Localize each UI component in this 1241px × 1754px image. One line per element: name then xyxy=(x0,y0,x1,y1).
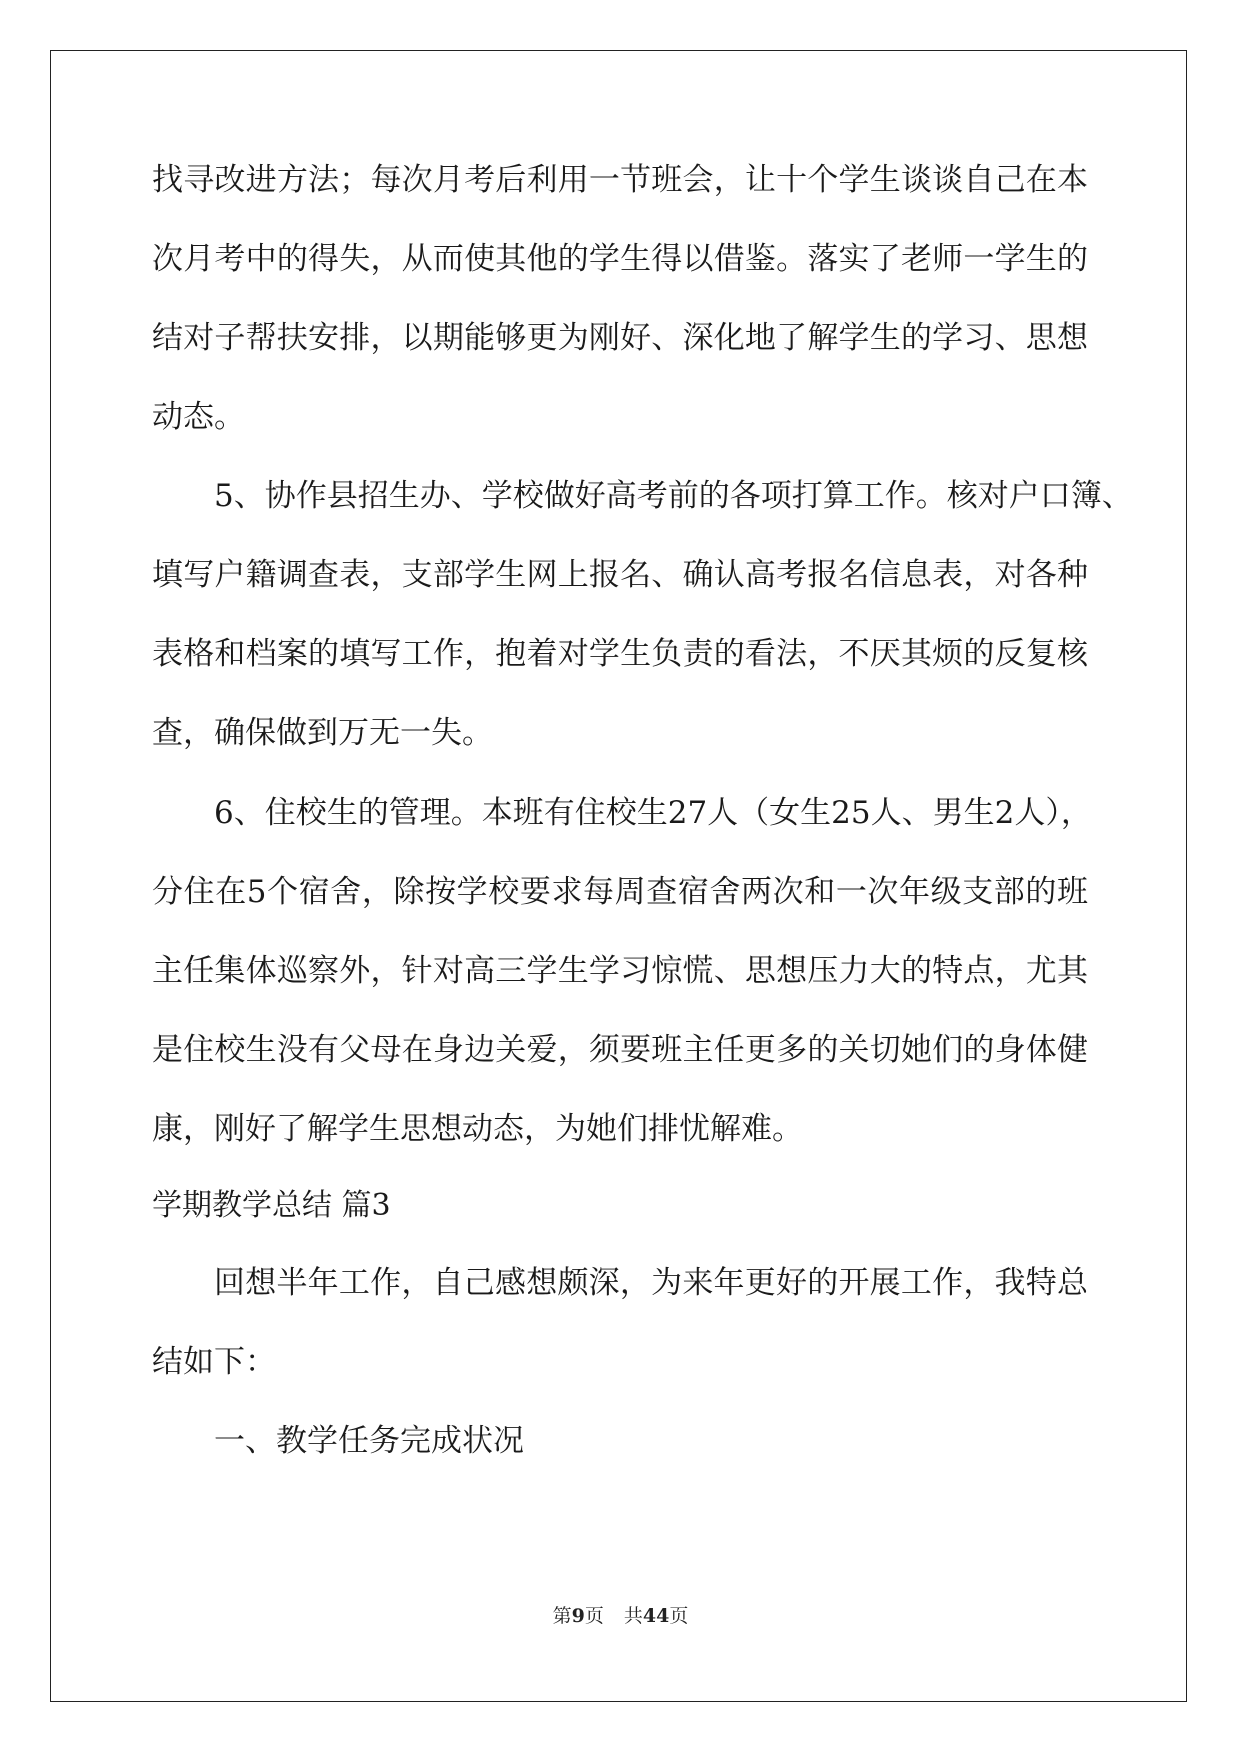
paragraph-line: 回想半年工作，自己感想颇深，为来年更好的开展工作，我特总 xyxy=(214,1265,1088,1301)
paragraph-line: 康，刚好了解学生思想动态，为她们排忧解难。 xyxy=(152,1111,803,1147)
paragraph-line: 分住在5个宿舍，除按学校要求每周查宿舍两次和一次年级支部的班 xyxy=(152,874,1088,910)
page-footer xyxy=(0,1604,1241,1628)
footer-prefix: 第 xyxy=(552,1605,572,1627)
footer-total-prefix: 共 xyxy=(623,1605,643,1627)
paragraph-line: 6、住校生的管理。本班有住校生27人（女生25人、男生2人）， xyxy=(214,795,1092,831)
paragraph-line: 次月考中的得失，从而使其他的学生得以借鉴。落实了老师一学生的 xyxy=(152,241,1088,277)
total-page-count: 44 xyxy=(642,1605,670,1627)
subsection-heading: 一、教学任务完成状况 xyxy=(214,1423,524,1459)
paragraph-line: 查，确保做到万无一失。 xyxy=(152,715,493,751)
paragraph-line: 结如下： xyxy=(152,1344,276,1380)
paragraph-line: 是住校生没有父母在身边关爱，须要班主任更多的关切她们的身体健 xyxy=(152,1032,1088,1068)
paragraph-line: 动态。 xyxy=(152,399,245,435)
paragraph-line: 表格和档案的填写工作，抱着对学生负责的看法，不厌其烦的反复核 xyxy=(152,636,1088,672)
paragraph-line: 主任集体巡察外，针对高三学生学习惊慌、思想压力大的特点，尤其 xyxy=(152,953,1088,989)
paragraph-line: 找寻改进方法；每次月考后利用一节班会，让十个学生谈谈自己在本 xyxy=(152,162,1088,198)
paragraph-line: 填写户籍调查表，支部学生网上报名、确认高考报名信息表，对各种 xyxy=(152,557,1088,593)
footer-page-unit: 页 xyxy=(584,1605,604,1627)
current-page-number: 9 xyxy=(571,1605,585,1627)
paragraph-line: 5、协作县招生办、学校做好高考前的各项打算工作。核对户口簿、 xyxy=(214,478,1133,514)
footer-total-unit: 页 xyxy=(669,1605,689,1627)
section-heading: 学期教学总结 篇3 xyxy=(152,1188,391,1223)
paragraph-line: 结对子帮扶安排，以期能够更为刚好、深化地了解学生的学习、思想 xyxy=(152,320,1088,356)
